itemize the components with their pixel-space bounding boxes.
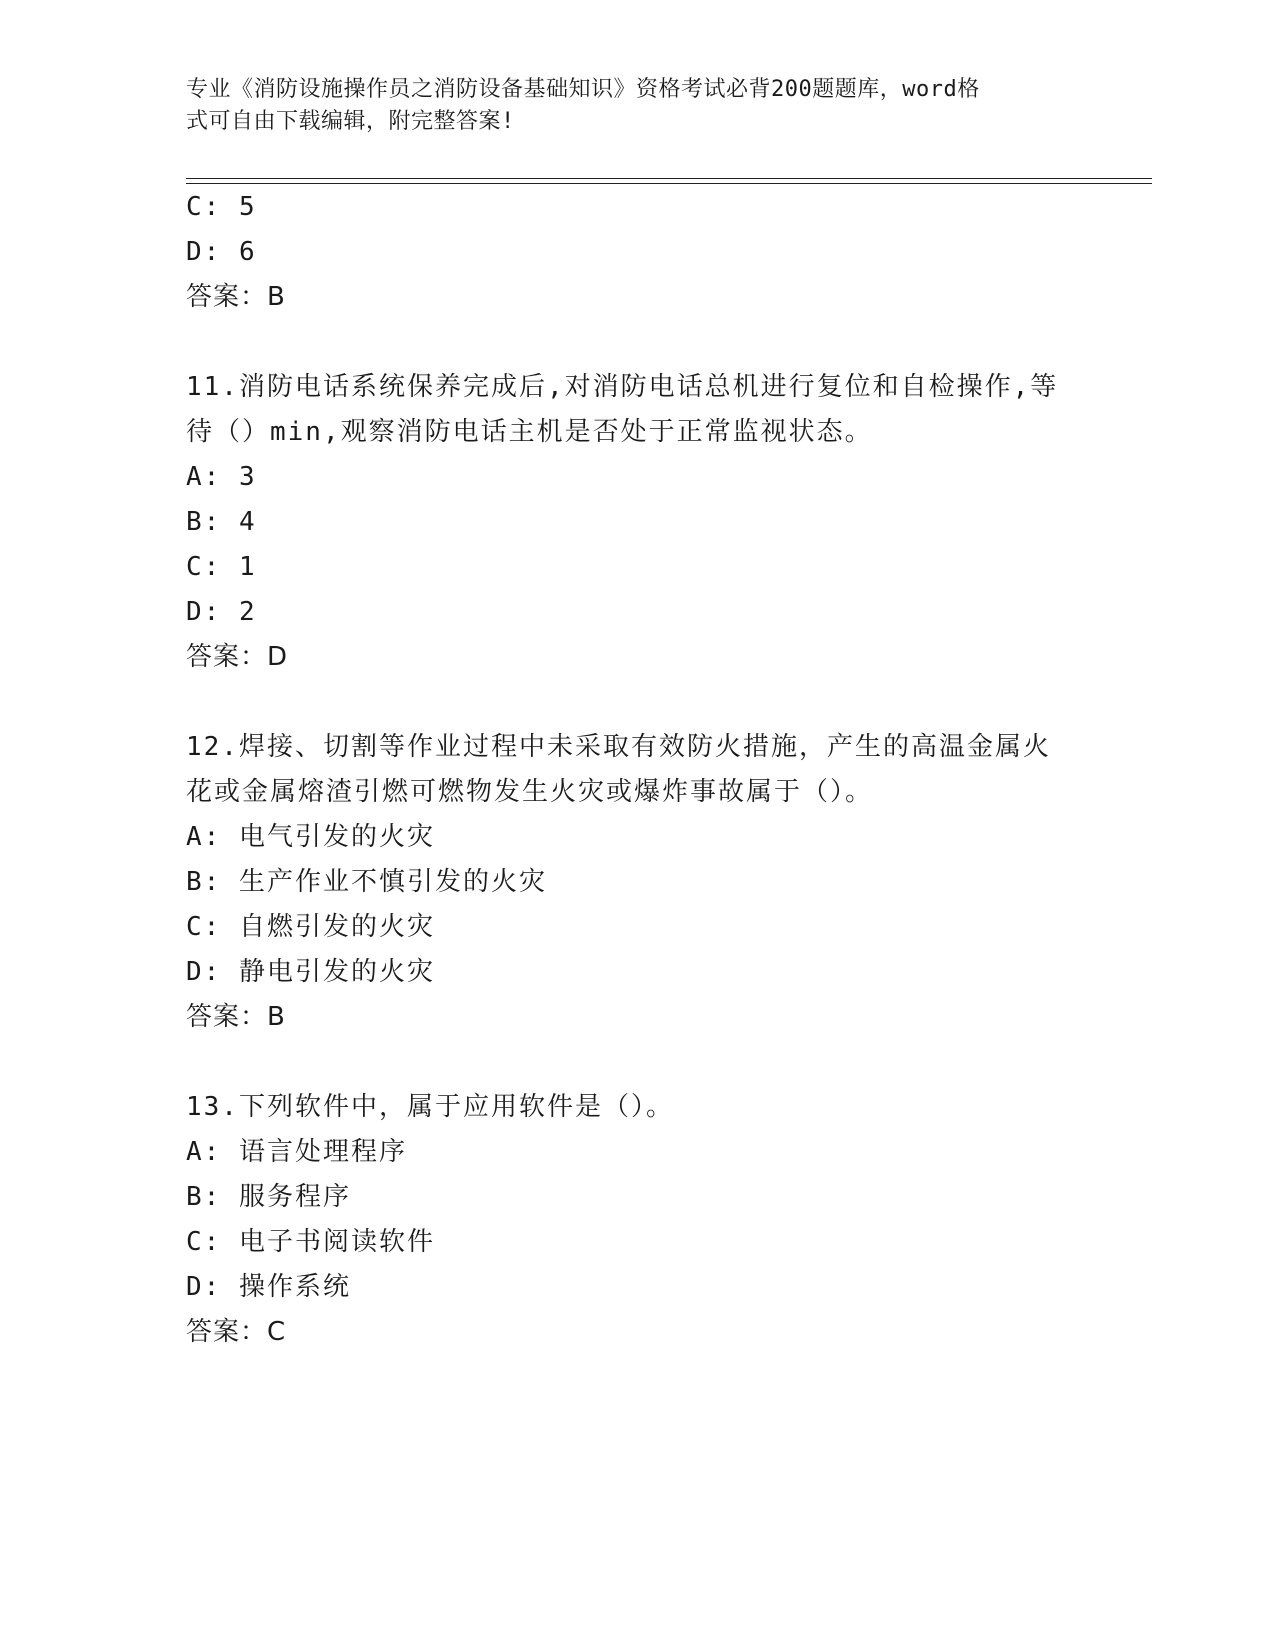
q12-option-b: B: 生产作业不慎引发的火灾 [186,867,547,897]
q10-answer: 答案：B [186,282,286,312]
q13-stem-line-1: 13.下列软件中，属于应用软件是（）。 [186,1092,674,1122]
header-line-1: 专业《消防设施操作员之消防设备基础知识》资格考试必背200题题库，word格 [186,77,980,102]
q11-option-d: D: 2 [186,597,257,627]
q13-option-a: A: 语言处理程序 [186,1137,407,1167]
q12-option-d: D: 静电引发的火灾 [186,957,435,987]
q11-stem-line-2: 待（）min,观察消防电话主机是否处于正常监视状态。 [186,417,873,447]
q13-option-c: C: 电子书阅读软件 [186,1227,435,1257]
q12-stem-line-2: 花或金属熔渣引燃可燃物发生火灾或爆炸事故属于（）。 [186,777,874,807]
document-header [186,74,1076,138]
header-rule-bottom [186,183,1152,184]
q13-option-b: B: 服务程序 [186,1182,351,1212]
q11-stem-line-1: 11.消防电话系统保养完成后,对消防电话总机进行复位和自检操作,等 [186,372,1059,402]
q10-option-c: C: 5 [186,192,257,222]
q10-option-d: D: 6 [186,237,257,267]
q12-option-c: C: 自燃引发的火灾 [186,912,435,942]
q11-option-b: B: 4 [186,507,257,537]
q11-option-a: A: 3 [186,462,257,492]
header-rule-top [186,178,1152,179]
q12-option-a: A: 电气引发的火灾 [186,822,435,852]
q13-answer: 答案：C [186,1317,287,1347]
q11-answer: 答案：D [186,642,289,672]
q12-stem-line-1: 12.焊接、切割等作业过程中未采取有效防火措施，产生的高温金属火 [186,732,1051,762]
q12-answer: 答案：B [186,1002,286,1032]
q13-option-d: D: 操作系统 [186,1272,351,1302]
q11-option-c: C: 1 [186,552,257,582]
header-line-2: 式可自由下载编辑，附完整答案! [186,109,515,134]
